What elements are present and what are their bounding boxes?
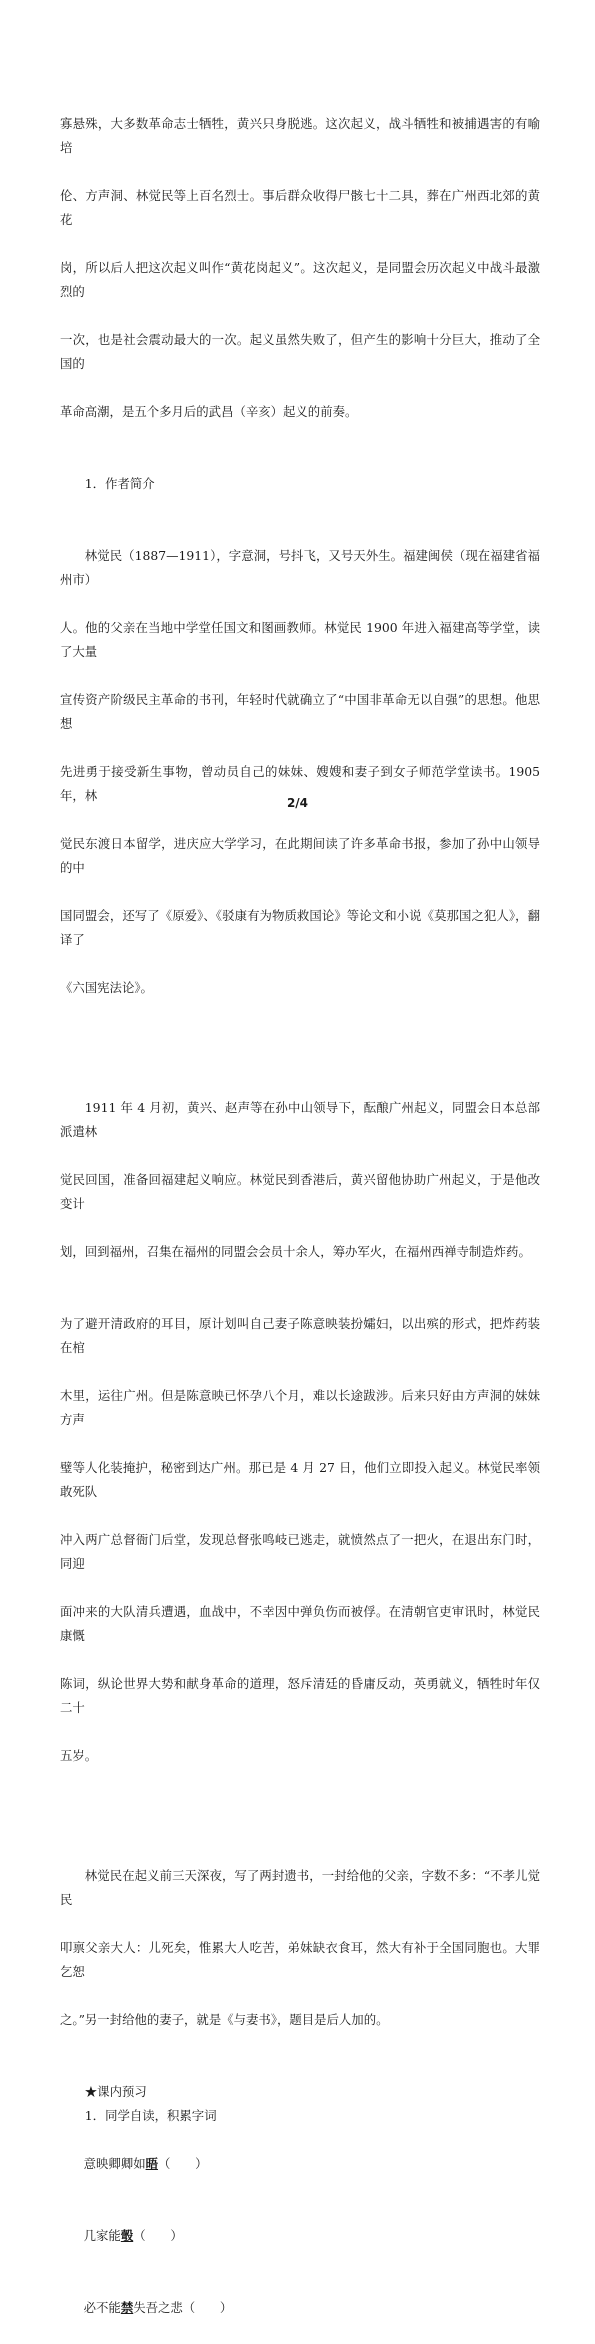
text-line: 一次，也是社会震动最大的一次。起义虽然失败了，但产生的影响十分巨大，推动了全国的 — [60, 332, 540, 371]
text-line: 《六国宪法论》。 — [60, 980, 153, 995]
vocab-key-char: 禁 — [120, 2300, 134, 2315]
text-line: 寡悬殊，大多数革命志士牺牲，黄兴只身脱逃。这次起义，战斗牺牲和被捕遇害的有喻培 — [60, 116, 540, 155]
text-line: 觉民回国，准备回福建起义响应。林觉民到香港后，黄兴留他协助广州起义，于是他改变计 — [60, 1172, 540, 1211]
vocab-answer-blank: （ ） — [133, 2228, 183, 2243]
uprising-paragraph — [60, 1048, 540, 1816]
vocab-text-before: 必不能 — [83, 2300, 121, 2315]
intro-paragraph — [60, 64, 540, 472]
letters-paragraph — [60, 1816, 540, 2080]
text-line: 伦、方声洞、林觉民等上百名烈士。事后群众收得尸骸七十二具，葬在广州西北郊的黄花 — [60, 188, 540, 227]
text-line: 为了避开清政府的耳目，原计划叫自己妻子陈意映装扮孀妇，以出殡的形式，把炸药装在棺 — [60, 1316, 540, 1355]
text-line: 革命高潮，是五个多月后的武昌（辛亥）起义的前奏。 — [60, 404, 358, 419]
author-paragraph — [60, 496, 544, 1048]
preview-task: 1．同学自读，积累字词 — [84, 2108, 217, 2123]
text-line: 先进勇于接受新生事物，曾动员自己的妹妹、嫂嫂和妻子到女子师范学堂读书。1905 年，林 — [60, 764, 544, 803]
text-line: 1911 年 4 月初，黄兴、赵声等在孙中山领导下，酝酿广州起义，同盟会日本总部派遣林 — [60, 1100, 540, 1139]
vocab-answer-blank: （ ） — [157, 2156, 208, 2171]
text-line: 宣传资产阶级民主革命的书刊，年轻时代就确立了“中国非革命无以自强”的思想。他思想 — [60, 692, 540, 731]
text-line: 人。他的父亲在当地中学堂任国文和图画教师。林觉民 1900 年进入福建高等学堂，读了大量 — [60, 620, 540, 659]
page-number: 2/4 — [286, 796, 309, 810]
vocab-text-before: 意映卿卿如 — [83, 2156, 146, 2171]
vocab-item — [60, 2128, 540, 2200]
text-line: 觉民东渡日本留学，进庆应大学学习，在此期间读了许多革命书报，参加了孙中山领导的中 — [60, 836, 540, 875]
vocab-key-char: 彀 — [120, 2228, 134, 2243]
vocab-answer-blank: 失吾之悲（ ） — [133, 2300, 233, 2315]
text-line: 林觉民在起义前三天深夜，写了两封遗书，一封给他的父亲，字数不多：“不孝儿觉民 — [60, 1868, 540, 1907]
text-line: 岗，所以后人把这次起义叫作“黄花岗起义”。这次起义，是同盟会历次起义中战斗最激烈的 — [60, 260, 540, 299]
vocab-text-before: 几家能 — [83, 2228, 121, 2243]
text-line: 国同盟会，还写了《原爱》、《驳康有为物质救国论》等论文和小说《莫那国之犯人》，翻译了 — [60, 908, 540, 947]
preview-heading: ★课内预习 — [84, 2084, 147, 2099]
text-line: 林觉民（1887—1911），字意洞，号抖飞，又号天外生。福建闽侯（现在福建省福州市） — [60, 548, 540, 587]
text-line: 面冲来的大队清兵遭遇，血战中，不幸因中弹负伤而被俘。在清朝官吏审讯时，林觉民康慨 — [60, 1604, 540, 1643]
text-line: 木里，运往广州。但是陈意映已怀孕八个月，难以长途跋涉。后来只好由方声洞的妹妹方声 — [60, 1388, 540, 1427]
text-line: 划，回到福州，召集在福州的同盟会会员十余人，筹办军火，在福州西禅寺制造炸药。 — [60, 1244, 531, 1259]
text-line: 叩禀父亲大人：儿死矣，惟累大人吃苦，弟妹缺衣食耳，然大有补于全国同胞也。大罪乞恕 — [60, 1940, 540, 1979]
text-line: 五岁。 — [60, 1748, 98, 1763]
text-line: 之。”另一封给他的妻子，就是《与妻书》，题目是后人加的。 — [60, 2012, 389, 2027]
vocab-key-char: 晤 — [145, 2156, 158, 2171]
vocab-item — [60, 2272, 540, 2344]
section-author-heading: 1．作者简介 — [84, 476, 155, 491]
page-content — [60, 64, 544, 2344]
text-line: 璧等人化装掩护，秘密到达广州。那已是 4 月 27 日，他们立即投入起义。林觉民率领敢死队 — [60, 1460, 540, 1499]
text-line: 冲入两广总督衙门后堂，发现总督张鸣岐已逃走，就愤然点了一把火，在退出东门时，同迎 — [60, 1532, 540, 1571]
text-line: 陈词，纵论世界大势和献身革命的道理，怒斥清廷的昏庸反动，英勇就义，牺牲时年仅二十 — [60, 1676, 540, 1715]
vocab-item — [60, 2200, 540, 2272]
